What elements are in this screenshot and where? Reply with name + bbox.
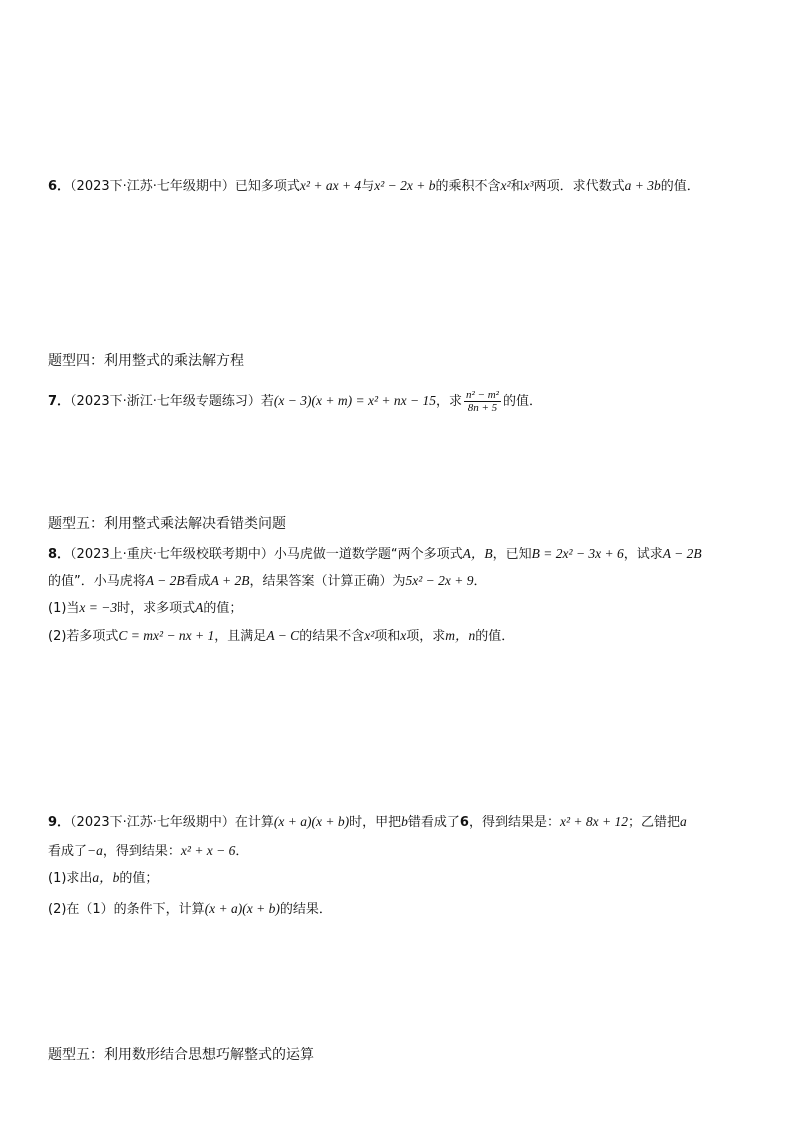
question-8-part-2	[48, 627, 514, 646]
question-text: 的值；	[119, 871, 159, 886]
math-expression: 5x² − 2x + 9	[405, 573, 474, 588]
math-expression: A	[195, 600, 204, 615]
question-8-part-1	[48, 599, 242, 618]
question-text: ，求	[435, 394, 462, 409]
question-text: ．	[473, 574, 487, 589]
question-9-line-2	[48, 842, 248, 861]
question-text: 的值．	[660, 179, 700, 194]
question-text: ，试求	[623, 547, 663, 562]
math-expression: A − 2B	[662, 546, 702, 561]
question-text: 时，甲把	[349, 815, 402, 830]
question-text: ，得到结果是：	[468, 815, 560, 830]
question-text: 的值；	[203, 601, 243, 616]
question-text: 的结果不含	[299, 629, 365, 644]
question-text: (2)在（1）的条件下，计算	[48, 902, 205, 917]
math-expression: m，n	[445, 628, 476, 643]
question-text: 的乘积不含	[435, 179, 501, 194]
question-text: 的结果．	[279, 902, 332, 917]
question-text: 两项．求代数式	[533, 179, 625, 194]
question-text: ；乙错把	[627, 815, 680, 830]
math-expression: (x − 3)(x + m) = x² + nx − 15	[273, 393, 436, 408]
question-text: ．	[235, 844, 249, 859]
math-expression: C = mx² − nx + 1	[118, 628, 215, 643]
question-source: （2023上·重庆·七年级校联考期中）	[70, 547, 274, 562]
question-number: 8．	[48, 547, 71, 562]
question-text: ，已知	[492, 547, 532, 562]
math-expression: x = −3	[79, 600, 118, 615]
fraction	[464, 389, 501, 414]
question-source: （2023下·浙江·七年级专题练习）	[70, 394, 261, 409]
math-expression: (x + a)(x + b)	[273, 814, 350, 829]
question-number: 9．	[48, 815, 71, 830]
question-text: (1)当	[48, 601, 80, 616]
section-heading: 题型四：利用整式的乘法解方程	[48, 353, 244, 369]
math-expression: a	[679, 814, 687, 829]
question-text: 看成	[184, 574, 211, 589]
question-source: （2023下·江苏·七年级期中）	[70, 179, 235, 194]
question-7	[48, 389, 542, 414]
math-expression: B = 2x² − 3x + 6	[531, 546, 624, 561]
question-9-part-2	[48, 900, 332, 919]
question-text: 看成了	[48, 844, 88, 859]
math-expression: x	[400, 628, 407, 643]
question-text: 小马虎做一道数学题“两个多项式	[273, 547, 463, 562]
question-text: 与	[361, 179, 375, 194]
math-expression: x² + ax + 4	[299, 178, 362, 193]
question-text: 的值”．小马虎将	[48, 574, 146, 589]
question-text: 的值．	[502, 394, 542, 409]
math-expression: A，B	[462, 546, 493, 561]
math-expression: x²	[500, 178, 511, 193]
math-expression: (x + a)(x + b)	[204, 901, 280, 916]
math-expression: −a	[87, 843, 103, 858]
question-8-line-2	[48, 572, 487, 591]
math-expression: x²	[364, 628, 375, 643]
math-expression: x² − 2x + b	[374, 178, 436, 193]
question-text: 的值．	[475, 629, 515, 644]
question-text: 已知多项式	[234, 179, 300, 194]
fraction-numerator: n² − m²	[465, 389, 499, 401]
section-heading: 题型五：利用数形结合思想巧解整式的运算	[48, 1047, 314, 1063]
math-expression: x² + x − 6	[180, 843, 236, 858]
section-heading: 题型五：利用整式乘法解决看错类问题	[48, 516, 286, 532]
question-text: 和	[510, 179, 524, 194]
question-text: ，且满足	[214, 629, 267, 644]
math-expression: b	[401, 814, 408, 829]
question-number: 7．	[48, 394, 71, 409]
question-text: (1)求出	[48, 871, 93, 886]
question-9-line-1	[48, 813, 687, 832]
question-8-line-1	[48, 545, 702, 564]
math-expression: A − 2B	[145, 573, 185, 588]
question-9-part-1	[48, 869, 158, 888]
math-expression: x³	[523, 178, 534, 193]
math-expression: a，b	[92, 870, 120, 885]
math-expression: 6	[459, 815, 469, 830]
question-text: ，得到结果：	[102, 844, 181, 859]
question-text: 若	[260, 394, 274, 409]
question-text: 错看成了	[407, 815, 460, 830]
question-text: 时，求多项式	[117, 601, 196, 616]
question-text: ，结果答案（计算正确）为	[249, 574, 406, 589]
math-expression: A − C	[266, 628, 300, 643]
math-expression: A + 2B	[210, 573, 250, 588]
question-text: 项和	[374, 629, 401, 644]
question-text: 项，求	[406, 629, 446, 644]
question-text: 在计算	[234, 815, 274, 830]
math-expression: x² + 8x + 12	[559, 814, 628, 829]
math-expression: a + 3b	[624, 178, 661, 193]
question-source: （2023下·江苏·七年级期中）	[70, 815, 235, 830]
question-number: 6．	[48, 179, 71, 194]
fraction-denominator: 8n + 5	[467, 402, 498, 414]
question-text: (2)若多项式	[48, 629, 119, 644]
question-6	[48, 177, 700, 196]
